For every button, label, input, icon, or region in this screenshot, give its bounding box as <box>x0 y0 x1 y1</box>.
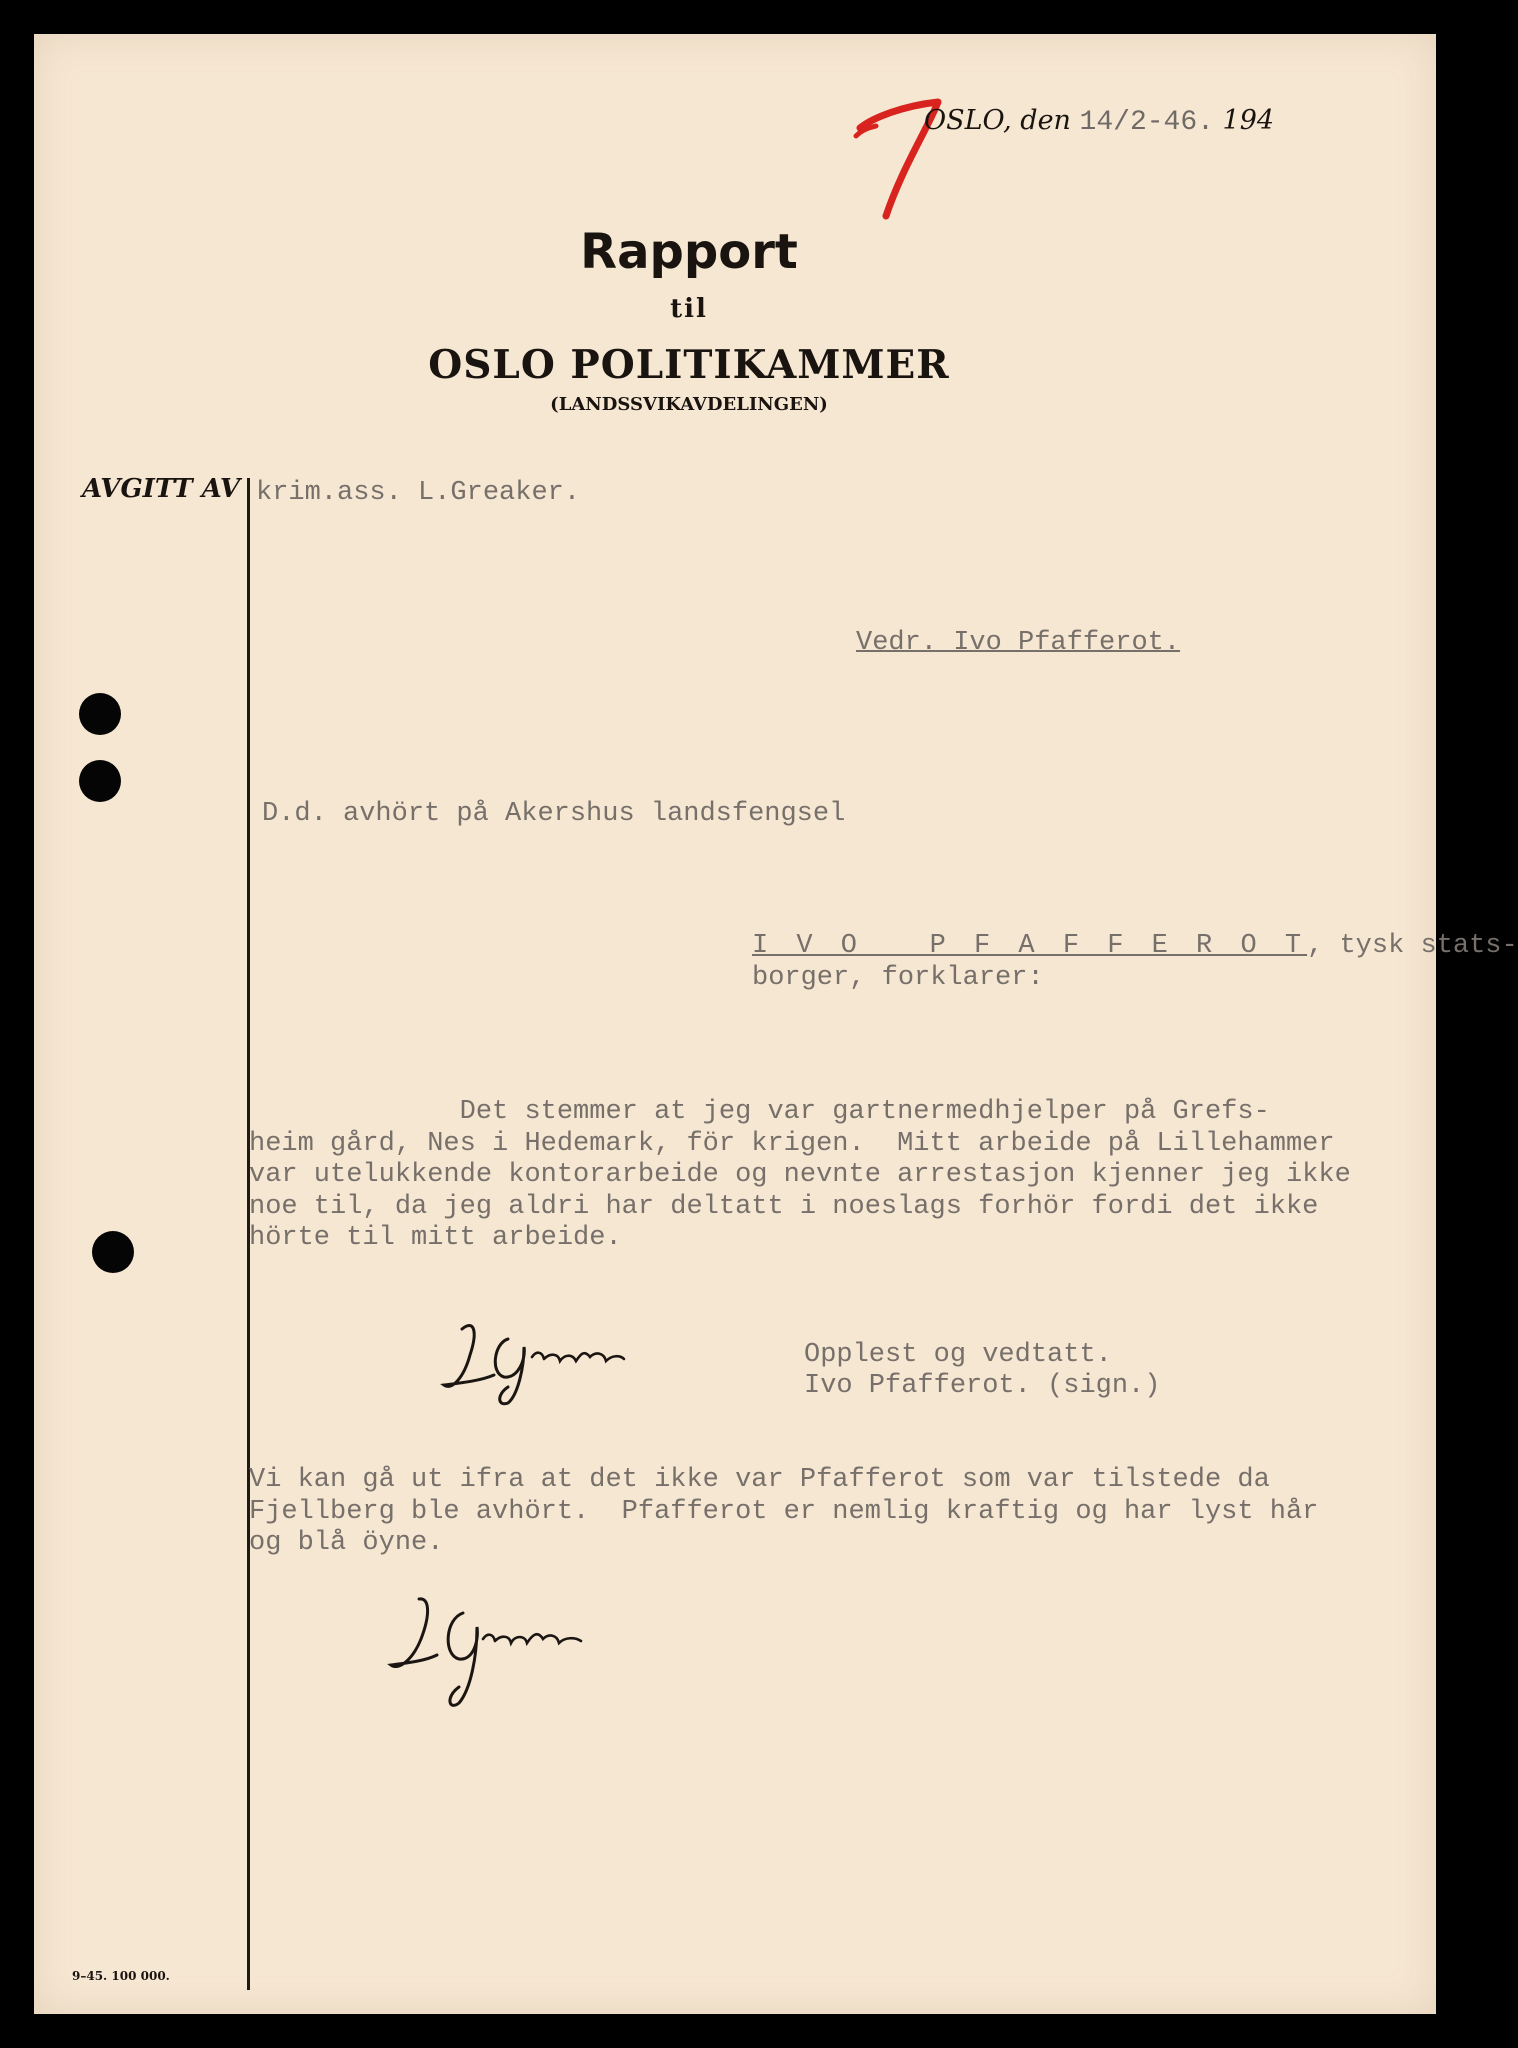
read-and-approved: Opplest og vedtatt. <box>804 1340 1112 1370</box>
document-page <box>34 34 1518 2014</box>
statement-line: noe til, da jeg aldri har deltatt i noeslags forhör fordi det ikke <box>249 1191 1319 1222</box>
department-name: (LANDSSVIKAVDELINGEN) <box>550 394 828 415</box>
year-prefix: 194 <box>1222 105 1275 136</box>
note-line: Fjellberg ble avhört. Pfafferot er nemlig kraftig og har lyst hår <box>249 1496 1319 1527</box>
statement-line: var utelukkende kontorarbeide og nevnte arrestasjon kjenner jeg ikke <box>249 1160 1351 1190</box>
place-date-line <box>924 105 1274 139</box>
report-title: Rapport <box>580 224 798 280</box>
issued-by-name: krim.ass. L.Greaker. <box>256 478 581 508</box>
subject-line <box>856 628 1180 660</box>
organization-name: OSLO POLITIKAMMER <box>428 342 950 388</box>
punch-hole <box>79 693 121 735</box>
person-statement-header <box>752 931 1518 994</box>
punch-hole <box>79 760 121 802</box>
note-line: Vi kan gå ut ifra at det ikke var Pfafferot som var tilstede da <box>249 1465 1270 1495</box>
statement-line: hörte til mitt arbeide. <box>249 1223 622 1253</box>
statement-line: heim gård, Nes i Hedemark, för krigen. Mitt arbeide på Lillehammer <box>249 1128 1335 1159</box>
person-name: I V O P F A F F E R O T <box>752 931 1308 961</box>
signed-by-interviewee: Ivo Pfafferot. (sign.) <box>804 1371 1161 1401</box>
punch-hole <box>92 1231 134 1273</box>
issued-by-label: AVGITT AV <box>82 474 241 504</box>
investigator-note <box>249 1465 1318 1560</box>
person-line2: borger, forklarer: <box>752 962 1044 993</box>
place-date-label: OSLO, den <box>924 105 1071 136</box>
handwritten-signature <box>434 1299 674 1409</box>
note-line: og blå öyne. <box>249 1528 444 1558</box>
statement-line: Det stemmer at jeg var gartnermedhjelper på Grefs- <box>249 1097 1270 1127</box>
person-line1-rest: , tysk stats- <box>1307 931 1518 961</box>
to-word: til <box>670 294 708 324</box>
handwritten-signature <box>379 1579 629 1719</box>
interrogation-intro: D.d. avhört på Akershus landsfengsel <box>262 799 846 829</box>
print-code: 9–45. 100 000. <box>72 1969 170 1983</box>
date-value: 14/2-46. <box>1079 107 1214 138</box>
subject-text: Vedr. Ivo Pfafferot. <box>856 628 1181 658</box>
statement-text <box>249 1097 1351 1255</box>
